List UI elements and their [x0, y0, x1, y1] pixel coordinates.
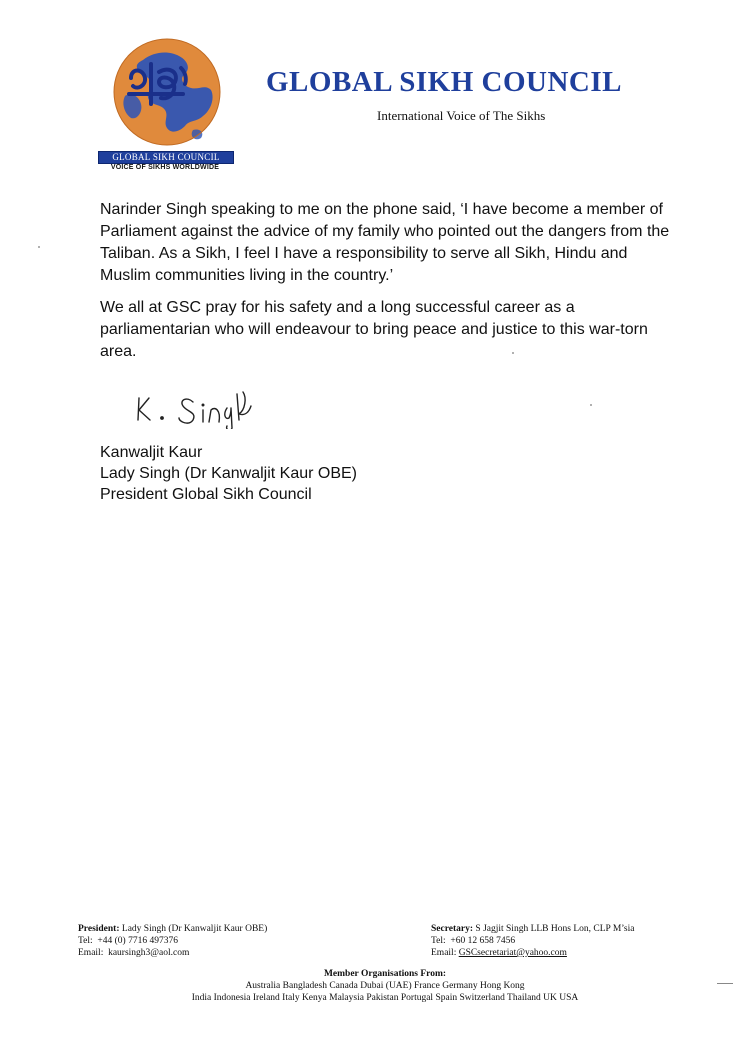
president-tel-label: Tel:	[78, 936, 93, 946]
khanda-globe-icon	[113, 38, 221, 146]
footer-president	[78, 923, 267, 959]
signoff-role: President Global Sikh Council	[100, 486, 312, 503]
members-countries-line-1: Australia Bangladesh Canada Dubai (UAE) France Germany Hong Kong	[245, 981, 525, 991]
logo-banner: GLOBAL SIKH COUNCIL	[98, 151, 234, 164]
org-tagline: International Voice of The Sikhs	[377, 108, 546, 123]
signoff-name: Kanwaljit Kaur	[100, 444, 203, 461]
president-name: Lady Singh (Dr Kanwaljit Kaur OBE)	[121, 924, 268, 934]
secretary-tel: +60 12 658 7456	[450, 936, 516, 946]
footer-secretary	[431, 923, 634, 959]
president-email-label: Email:	[78, 948, 104, 958]
handwritten-signature	[135, 384, 275, 429]
secretary-email-link[interactable]: GSCsecretariat@yahoo.com	[458, 948, 567, 958]
signoff-block	[100, 442, 357, 505]
president-tel: +44 (0) 7716 497376	[97, 936, 178, 946]
signoff-title: Lady Singh (Dr Kanwaljit Kaur OBE)	[100, 465, 357, 482]
logo-tagline: VOICE OF SIKHS WORLDWIDE	[110, 164, 220, 171]
president-label: President:	[78, 924, 120, 934]
secretary-label: Secretary:	[431, 924, 474, 934]
secretary-tel-label: Tel:	[431, 936, 446, 946]
president-email[interactable]: kaursingh3@aol.com	[108, 948, 190, 958]
scan-speck	[38, 246, 40, 248]
members-title: Member Organisations From:	[323, 969, 447, 979]
member-organisations	[100, 968, 670, 1004]
letter-paragraph-1: Narinder Singh speaking to me on the phone said, ‘I have become a member of Parliament against the advice of my family who pointed out the dangers from the Taliban. As a Sikh, I feel I have a responsibility to serve all Sikh, Hindu and Muslim communities living in the country.’	[100, 201, 670, 284]
secretary-email-label: Email:	[431, 948, 457, 958]
secretary-name: S Jagjit Singh LLB Hons Lon, CLP M’sia	[475, 924, 635, 934]
scan-dash	[717, 983, 733, 984]
members-countries-line-2: India Indonesia Ireland Italy Kenya Malaysia Pakistan Portugal Spain Switzerland Thailand UK USA	[191, 993, 579, 1003]
scan-speck	[590, 404, 592, 406]
scan-speck	[512, 352, 514, 354]
letter-paragraph-2: We all at GSC pray for his safety and a long successful career as a parliamentarian who will endeavour to bring peace and justice to this war-torn area.	[100, 299, 648, 360]
council-logo	[96, 38, 236, 178]
org-name: GLOBAL SIKH COUNCIL	[266, 66, 622, 98]
